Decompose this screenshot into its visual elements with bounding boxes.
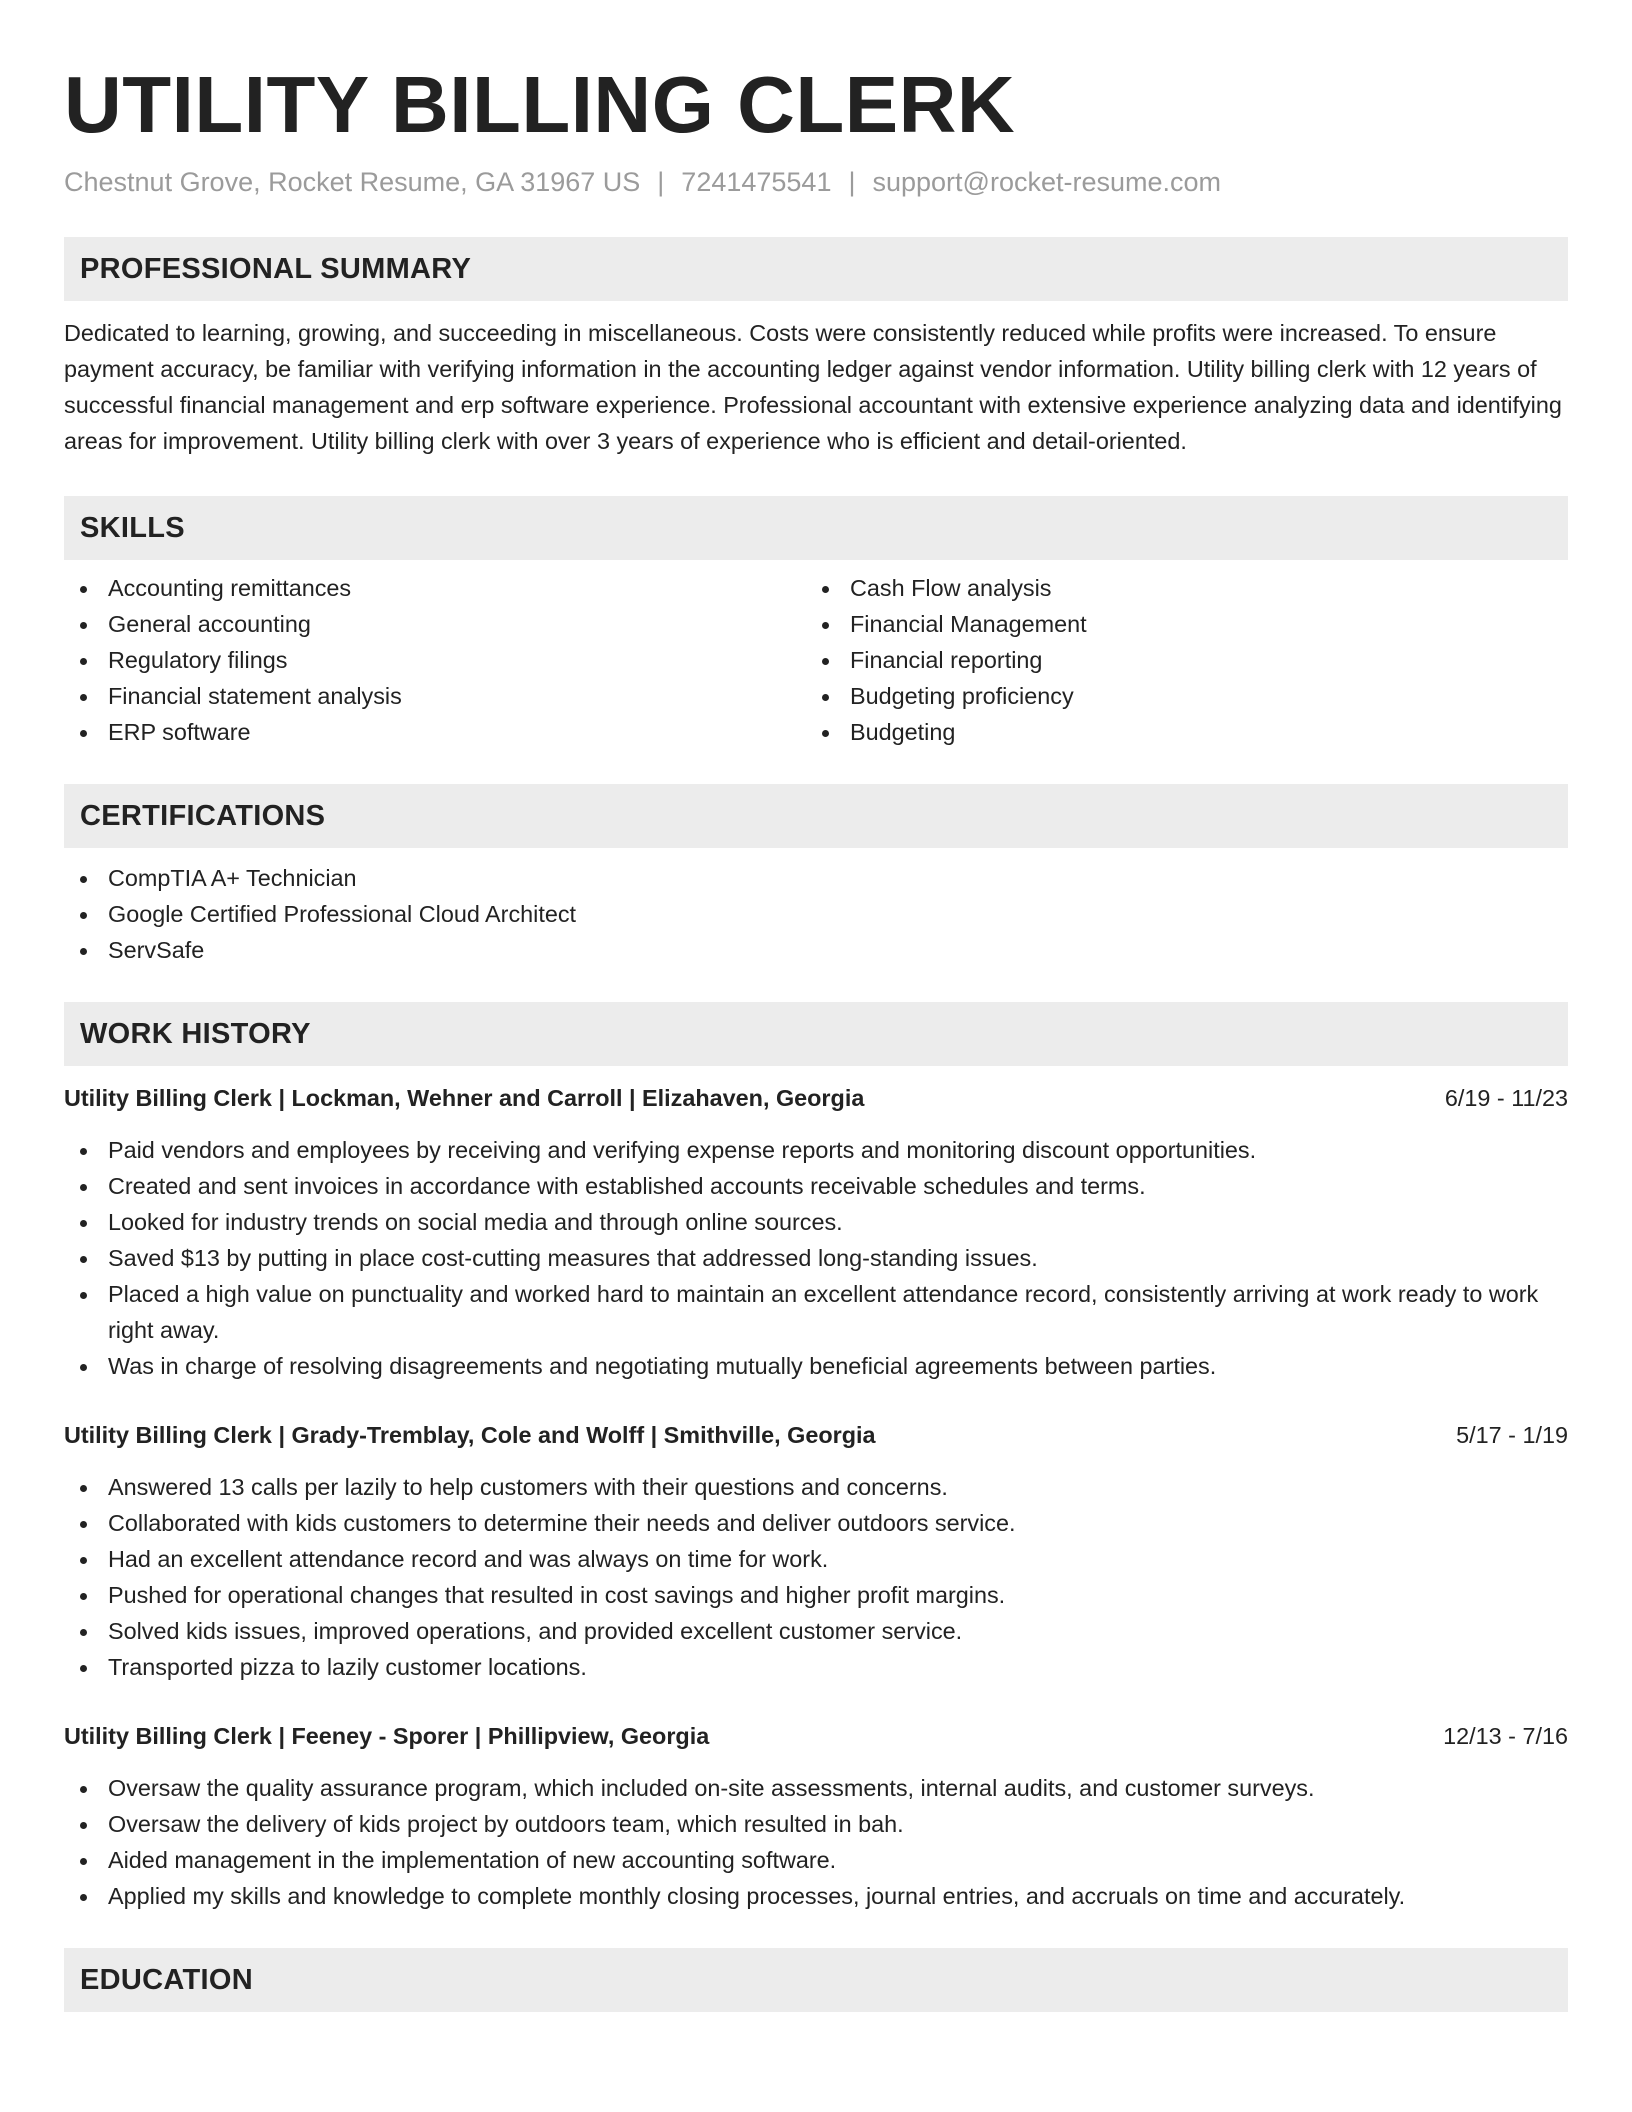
job-duties-list — [64, 1469, 1568, 1685]
section-heading-education: EDUCATION — [64, 1948, 1568, 2012]
section-heading-skills: SKILLS — [64, 496, 1568, 560]
job-title: Utility Billing Clerk | Grady-Tremblay, Cole and Wolff | Smithville, Georgia — [64, 1422, 876, 1448]
job-entry — [64, 1718, 1568, 1914]
skills-column-right — [806, 570, 1548, 750]
job-duty: Looked for industry trends on social media and through online sources. — [64, 1204, 1568, 1240]
job-duty: Oversaw the delivery of kids project by outdoors team, which resulted in bah. — [64, 1806, 1568, 1842]
job-duty: Created and sent invoices in accordance with established accounts receivable schedules and terms. — [64, 1168, 1568, 1204]
job-duty: Solved kids issues, improved operations, and provided excellent customer service. — [64, 1613, 1568, 1649]
job-title: Utility Billing Clerk | Lockman, Wehner and Carroll | Elizahaven, Georgia — [64, 1085, 865, 1111]
contact-phone: 7241475541 — [681, 167, 832, 197]
skills-column-left — [64, 570, 806, 750]
certification-item: CompTIA A+ Technician — [64, 860, 1568, 896]
job-header — [64, 1417, 1568, 1453]
resume-name: UTILITY BILLING CLERK — [64, 60, 1016, 149]
job-duty: Saved $13 by putting in place cost-cutting measures that addressed long-standing issues. — [64, 1240, 1568, 1276]
skill-item: General accounting — [64, 606, 806, 642]
summary-text: Dedicated to learning, growing, and succeeding in miscellaneous. Costs were consistently reduced while profits were increased. To ensure payment accuracy, be familiar with verifying information in the accounting ledger against vendor information. Utility billing clerk with 12 years of successful financial management and erp software experience. Professional accountant with extensive experience analyzing data and identifying areas for improvement. Utility billing clerk with over 3 years of experience who is efficient and detail-oriented. — [64, 320, 1562, 454]
contact-address: Chestnut Grove, Rocket Resume, GA 31967 US — [64, 167, 641, 197]
skill-item: Financial Management — [806, 606, 1548, 642]
contact-separator: | — [657, 167, 665, 197]
job-dates: 6/19 - 11/23 — [1444, 1085, 1568, 1111]
certification-item: Google Certified Professional Cloud Architect — [64, 896, 1568, 932]
skills-grid — [64, 570, 1568, 750]
job-dates: 5/17 - 1/19 — [1456, 1422, 1568, 1448]
skill-item: Cash Flow analysis — [806, 570, 1548, 606]
job-duty: Had an excellent attendance record and was always on time for work. — [64, 1541, 1568, 1577]
job-entry — [64, 1417, 1568, 1685]
skill-item: Budgeting proficiency — [806, 678, 1548, 714]
job-header — [64, 1718, 1568, 1754]
section-heading-work-history: WORK HISTORY — [64, 1002, 1568, 1066]
job-duty: Was in charge of resolving disagreements and negotiating mutually beneficial agreements between parties. — [64, 1348, 1568, 1384]
job-duties-list — [64, 1770, 1568, 1914]
job-duty: Answered 13 calls per lazily to help customers with their questions and concerns. — [64, 1469, 1568, 1505]
skill-item: Regulatory filings — [64, 642, 806, 678]
contact-separator: | — [848, 167, 856, 197]
job-entry — [64, 1080, 1568, 1384]
job-duty: Collaborated with kids customers to determine their needs and deliver outdoors service. — [64, 1505, 1568, 1541]
contact-email: support@rocket-resume.com — [872, 167, 1222, 197]
skill-item: ERP software — [64, 714, 806, 750]
job-duty: Applied my skills and knowledge to complete monthly closing processes, journal entries, and accruals on time and accurately. — [64, 1878, 1568, 1914]
job-duties-list — [64, 1132, 1568, 1384]
section-heading-certifications: CERTIFICATIONS — [64, 784, 1568, 848]
job-duty: Transported pizza to lazily customer locations. — [64, 1649, 1568, 1685]
certifications-list — [64, 860, 1568, 968]
job-duty: Oversaw the quality assurance program, which included on-site assessments, internal audits, and customer surveys. — [64, 1770, 1568, 1806]
contact-line — [64, 164, 1568, 200]
job-duty: Aided management in the implementation of new accounting software. — [64, 1842, 1568, 1878]
job-title: Utility Billing Clerk | Feeney - Sporer | Phillipview, Georgia — [64, 1723, 710, 1749]
skill-item: Accounting remittances — [64, 570, 806, 606]
section-heading-summary: PROFESSIONAL SUMMARY — [64, 237, 1568, 301]
skill-item: Budgeting — [806, 714, 1548, 750]
job-duty: Placed a high value on punctuality and worked hard to maintain an excellent attendance record, consistently arriving at work ready to work right away. — [64, 1276, 1568, 1348]
job-dates: 12/13 - 7/16 — [1443, 1723, 1568, 1749]
job-duty: Pushed for operational changes that resulted in cost savings and higher profit margins. — [64, 1577, 1568, 1613]
skill-item: Financial reporting — [806, 642, 1548, 678]
skill-item: Financial statement analysis — [64, 678, 806, 714]
certification-item: ServSafe — [64, 932, 1568, 968]
resume-page — [64, 0, 1568, 2012]
job-duty: Paid vendors and employees by receiving and verifying expense reports and monitoring discount opportunities. — [64, 1132, 1568, 1168]
job-header — [64, 1080, 1568, 1116]
